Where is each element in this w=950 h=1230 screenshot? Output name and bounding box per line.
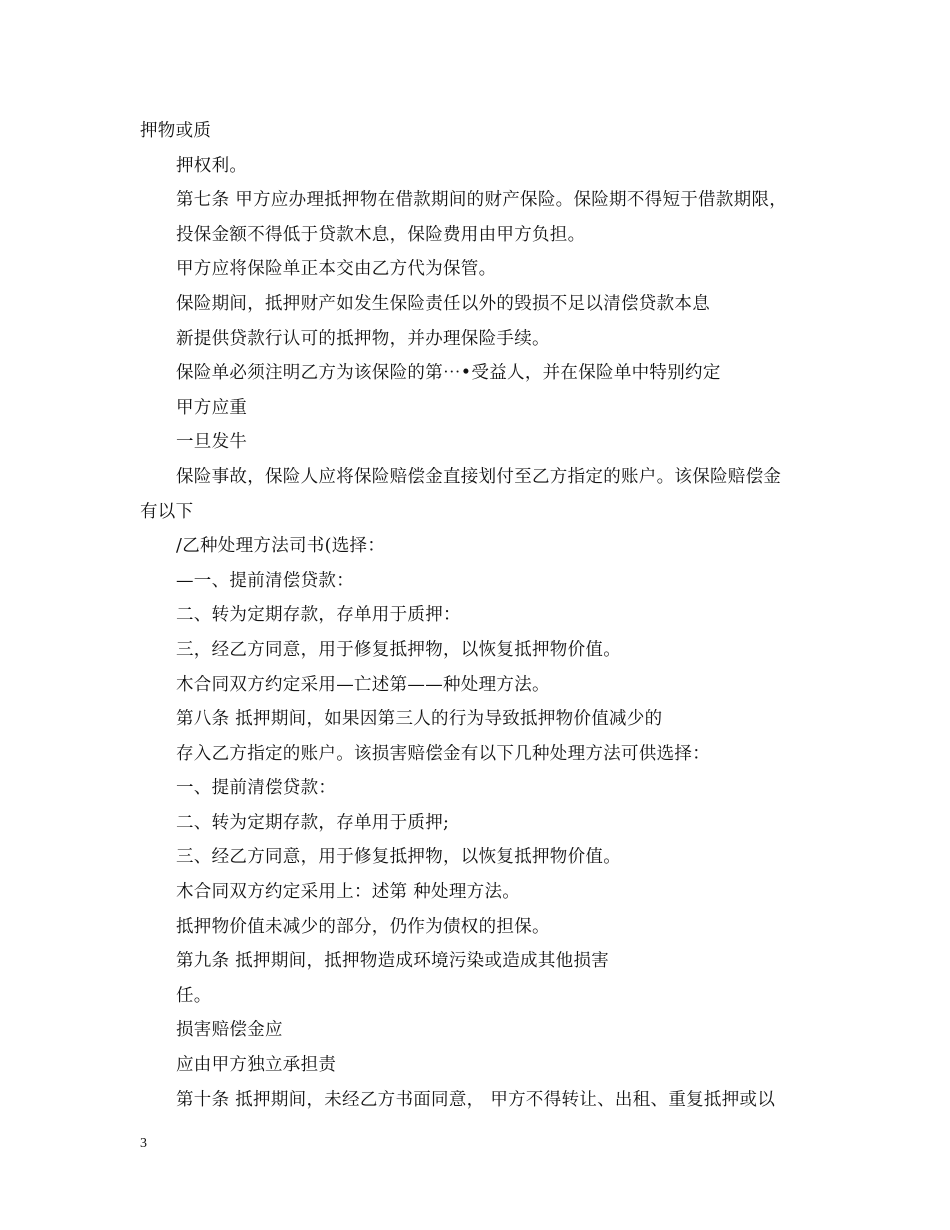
text-line: 存入乙方指定的账户。该损害赔偿金有以下几种处理方法可供选择： — [176, 743, 710, 764]
text-line: 抵押物价值未减少的部分，仍作为债权的担保。 — [176, 916, 550, 937]
text-line: 三、经乙方同意，用于修复抵押物，以恢复抵押物价值。 — [176, 847, 621, 868]
text-line: 有以下 — [140, 501, 194, 522]
text-line: 保险事故，保险人应将保险赔偿金直接划付至乙方指定的账户。该保险赔偿金 — [176, 466, 782, 487]
text-line: 损害赔偿金应 — [176, 1020, 283, 1041]
text-line: 木合同双方约定采用—亡述第——种处理方法。 — [176, 674, 550, 695]
text-line: 保险单必须注明乙方为该保险的第⋯•受益人，并在保险单中特别约定 — [176, 363, 721, 384]
text-line: 甲方应重 — [176, 397, 248, 418]
text-line: —一、提前清偿贷款： — [176, 570, 354, 591]
text-line: 一旦发牛 — [176, 432, 248, 453]
text-line: 押物或质 — [140, 121, 212, 141]
text-line: 一、提前清偿贷款： — [176, 778, 337, 799]
text-line: 任。 — [176, 985, 212, 1006]
text-line: 应由甲方独立承担责 — [176, 1055, 337, 1076]
text-line: 新提供贷款行认可的抵押物，并办理保险手续。 — [176, 328, 550, 349]
text-line: 押权利。 — [176, 155, 248, 176]
text-line: 甲方应将保险单正本交由乙方代为保管。 — [176, 259, 497, 280]
text-line: 投保金额不得低于贷款木息，保险费用由甲方负担。 — [176, 224, 586, 245]
text-line: 三，经乙方同意，用于修复抵押物，以恢复抵押物价值。 — [176, 639, 621, 660]
text-line: 保险期间，抵押财产如发生保险责任以外的毁损不足以清偿贷款本息 — [176, 293, 710, 314]
text-line: 二、转为定期存款，存单用于质押： — [176, 605, 461, 626]
text-line: 木合同双方约定采用上：述第 种处理方法。 — [176, 882, 521, 903]
document-body — [140, 114, 820, 1117]
text-line: 第九条 抵押期间，抵押物造成环境污染或造成其他损害 — [176, 951, 610, 972]
text-line: 二、转为定期存款，存单用于质押; — [176, 812, 450, 833]
text-line: 第八条 抵押期间，如果因第三人的行为导致抵押物价值减少的 — [176, 709, 663, 730]
text-line: /乙种处理方法司书(选择： — [176, 536, 386, 557]
text-line: 第十条 抵押期间，未经乙方书面同意， 甲方不得转让、出租、重复抵押或以 — [176, 1089, 776, 1110]
text-line: 第七条 甲方应办理抵押物在借款期间的财产保险。保险期不得短于借款期限， — [176, 190, 788, 211]
page-number: 3 — [140, 1136, 147, 1151]
